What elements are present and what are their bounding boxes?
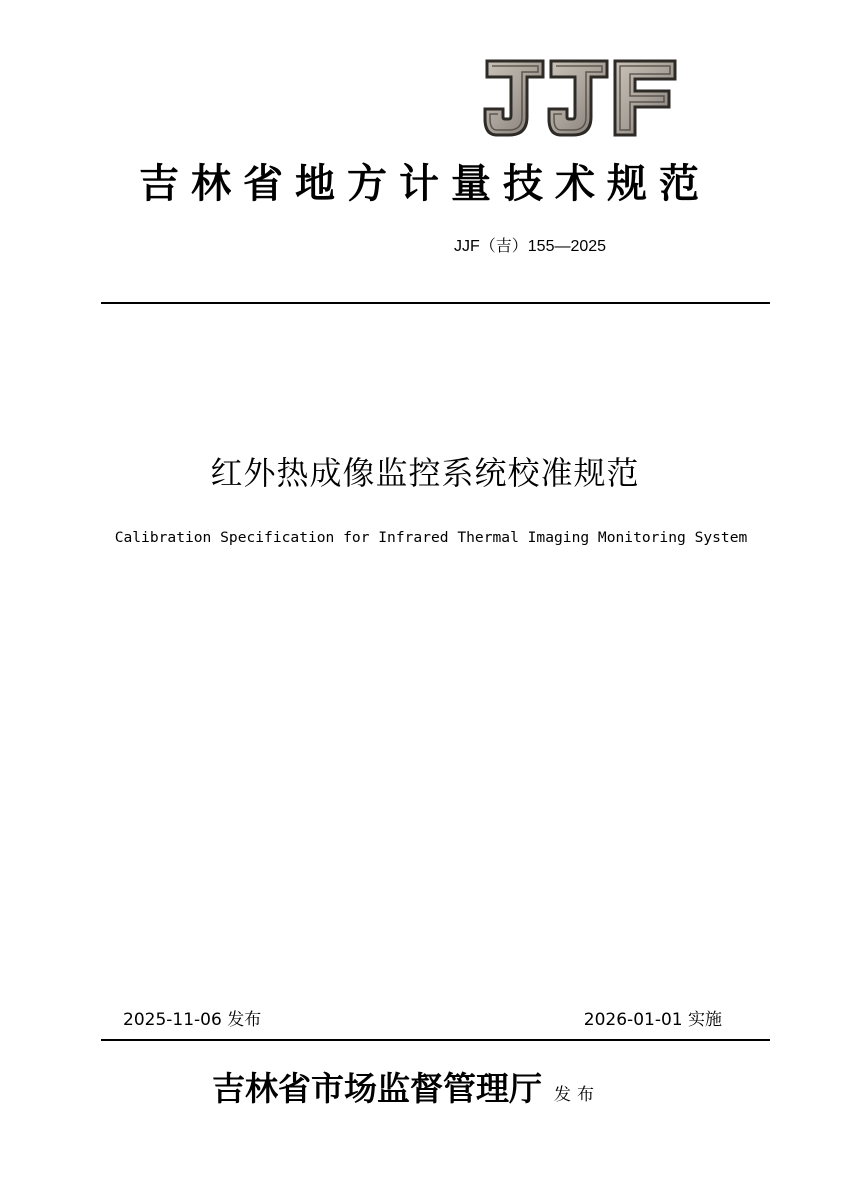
document-title-cn: 红外热成像监控系统校准规范 xyxy=(210,454,640,492)
document-title-en: Calibration Specification for Infrared Thermal Imaging Monitoring System xyxy=(114,529,748,546)
jjf-logo xyxy=(483,57,679,139)
series-title: 吉林省地方计量技术规范 xyxy=(139,160,711,207)
header-divider xyxy=(101,302,770,304)
logo-letter-f xyxy=(615,61,675,135)
issuer-line xyxy=(212,1064,600,1114)
standard-code: JJF（吉）155—2025 xyxy=(454,238,607,255)
effective-date: 2026-01-01 实施 xyxy=(583,1010,722,1030)
issuer-name: 吉林省市场监督管理厅 xyxy=(212,1069,542,1108)
issue-date: 2025-11-06 发布 xyxy=(123,1010,262,1030)
footer-divider xyxy=(101,1039,770,1041)
issuer-action: 发布 xyxy=(554,1085,600,1105)
